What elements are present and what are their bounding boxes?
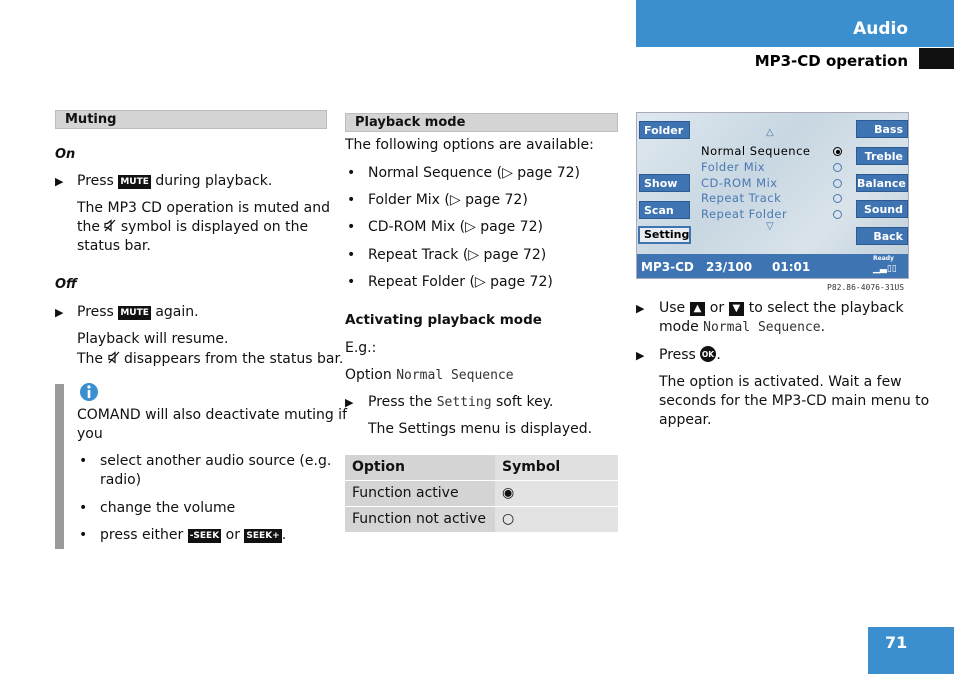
select-step: Use ▲ or ▼ to select the playback	[659, 300, 904, 316]
page-number: 71	[868, 627, 954, 674]
on-label: On	[55, 147, 76, 162]
balance-softkey[interactable]: Balance	[856, 174, 908, 192]
off-result-1: Playback will resume.	[77, 331, 229, 347]
ok-result-3: appear.	[659, 412, 712, 428]
status-ready: Ready	[873, 255, 894, 262]
table-row: Function active ◉	[345, 481, 618, 506]
info-bullet-1b: radio)	[100, 472, 142, 488]
on-result-3: status bar.	[77, 238, 151, 254]
bullet-icon: •	[347, 274, 356, 290]
sound-softkey[interactable]: Sound	[856, 200, 908, 218]
activating-heading: Activating playback mode	[345, 312, 542, 328]
info-bullet-1a: select another audio source (e.g.	[100, 453, 332, 469]
on-result-2: the symbol is displayed on the	[77, 219, 309, 235]
bullet-icon: •	[347, 247, 356, 263]
seek-plus-key-icon: SEEK+	[246, 531, 280, 541]
info-line-2: you	[77, 426, 103, 442]
bullet-icon: •	[79, 527, 88, 543]
radio-active-icon: ◉	[495, 481, 618, 506]
press-ok-step: Press OK .	[659, 347, 721, 363]
list-item: Normal Sequence (▷ page 72)	[368, 165, 580, 181]
header-marker	[919, 48, 954, 69]
show-softkey[interactable]: Show	[639, 174, 690, 192]
treble-softkey[interactable]: Treble	[856, 147, 908, 165]
off-label: Off	[55, 277, 77, 292]
status-bar	[637, 254, 909, 279]
setting-softkey[interactable]: Setting	[638, 226, 691, 244]
table-header-symbol: Symbol	[495, 455, 618, 480]
menu-item-repeat-folder[interactable]: Repeat Folder	[701, 207, 788, 221]
setting-result: The Settings menu is displayed.	[368, 421, 593, 437]
on-step: Press MUTE during playback.	[77, 173, 273, 189]
step-arrow-icon: ▶	[636, 302, 645, 315]
table-row: Function not active ○	[345, 507, 618, 532]
up-arrow-key-icon: ▲	[690, 302, 706, 316]
section-header: Audio	[636, 0, 954, 47]
step-arrow-icon: ▶	[55, 175, 64, 188]
svg-text:OK: OK	[702, 350, 715, 359]
back-softkey[interactable]: Back	[856, 227, 908, 245]
status-track: 23/100	[706, 260, 753, 274]
list-item: CD-ROM Mix (▷ page 72)	[368, 219, 543, 235]
off-result-2: The disappears from the status bar.	[77, 351, 344, 367]
list-item: Folder Mix (▷ page 72)	[368, 192, 528, 208]
subsection-title: MP3-CD operation	[754, 52, 908, 70]
info-bullet-2: change the volume	[100, 500, 236, 516]
menu-item-folder-mix[interactable]: Folder Mix	[701, 160, 766, 174]
ok-result-1: The option is activated. Wait a few	[659, 374, 902, 390]
radio-inactive-icon	[833, 210, 842, 219]
bullet-icon: •	[347, 192, 356, 208]
scan-softkey[interactable]: Scan	[639, 201, 690, 219]
setting-step: Press the Setting soft key.	[368, 394, 554, 410]
seek-minus-key-icon: -SEEK	[189, 531, 220, 541]
bullet-icon: •	[79, 453, 88, 469]
ok-result-2: seconds for the MP3-CD main menu to	[659, 393, 930, 409]
comand-screen	[636, 112, 909, 279]
list-item: Repeat Folder (▷ page 72)	[368, 274, 553, 290]
scroll-up-icon[interactable]: △	[766, 127, 774, 138]
mute-symbol-icon	[108, 351, 120, 364]
mute-key-icon: MUTE	[120, 177, 149, 187]
menu-item-cdrom-mix[interactable]: CD-ROM Mix	[701, 176, 778, 190]
step-arrow-icon: ▶	[55, 306, 64, 319]
radio-active-icon	[833, 147, 842, 156]
ok-button-icon	[700, 346, 716, 362]
mute-key-icon: MUTE	[120, 308, 149, 318]
muting-heading: Muting	[55, 110, 327, 129]
step-arrow-icon: ▶	[636, 349, 645, 362]
table-header-option: Option	[345, 455, 495, 480]
off-step: Press MUTE again.	[77, 304, 199, 320]
radio-inactive-icon	[833, 179, 842, 188]
on-result-1: The MP3 CD operation is muted and	[77, 200, 330, 216]
option-example: Option Normal Sequence	[345, 367, 514, 383]
bass-softkey[interactable]: Bass	[856, 120, 908, 138]
radio-inactive-icon: ○	[495, 507, 618, 532]
signal-bars-icon: ▁▃▯▯	[873, 264, 897, 274]
step-arrow-icon: ▶	[345, 396, 354, 409]
folder-softkey[interactable]: Folder	[639, 121, 690, 139]
mute-symbol-icon	[104, 219, 116, 232]
symbol-table	[345, 455, 618, 532]
image-caption: P82.86-4076-31US	[827, 283, 905, 292]
bullet-icon: •	[79, 500, 88, 516]
info-sidebar	[55, 384, 64, 549]
status-time: 01:01	[772, 260, 811, 274]
playback-heading: Playback mode	[345, 113, 618, 132]
bullet-icon: •	[347, 219, 356, 235]
menu-item-repeat-track[interactable]: Repeat Track	[701, 191, 782, 205]
select-step-line2: mode Normal Sequence.	[659, 319, 826, 335]
info-bullet-3: press either -SEEK or SEEK+ .	[100, 527, 287, 543]
down-arrow-key-icon: ▼	[729, 302, 745, 316]
list-item: Repeat Track (▷ page 72)	[368, 247, 547, 263]
scroll-down-icon[interactable]: ▽	[766, 221, 774, 232]
status-source: MP3-CD	[641, 260, 694, 274]
radio-inactive-icon	[833, 194, 842, 203]
table-header-row	[345, 455, 618, 480]
playback-intro: The following options are available:	[345, 137, 594, 153]
eg-label: E.g.:	[345, 340, 377, 356]
bullet-icon: •	[347, 165, 356, 181]
radio-inactive-icon	[833, 163, 842, 172]
menu-item-normal-sequence[interactable]: Normal Sequence	[701, 144, 811, 158]
info-line-1: COMAND will also deactivate muting if	[77, 407, 347, 423]
info-icon	[78, 381, 100, 403]
